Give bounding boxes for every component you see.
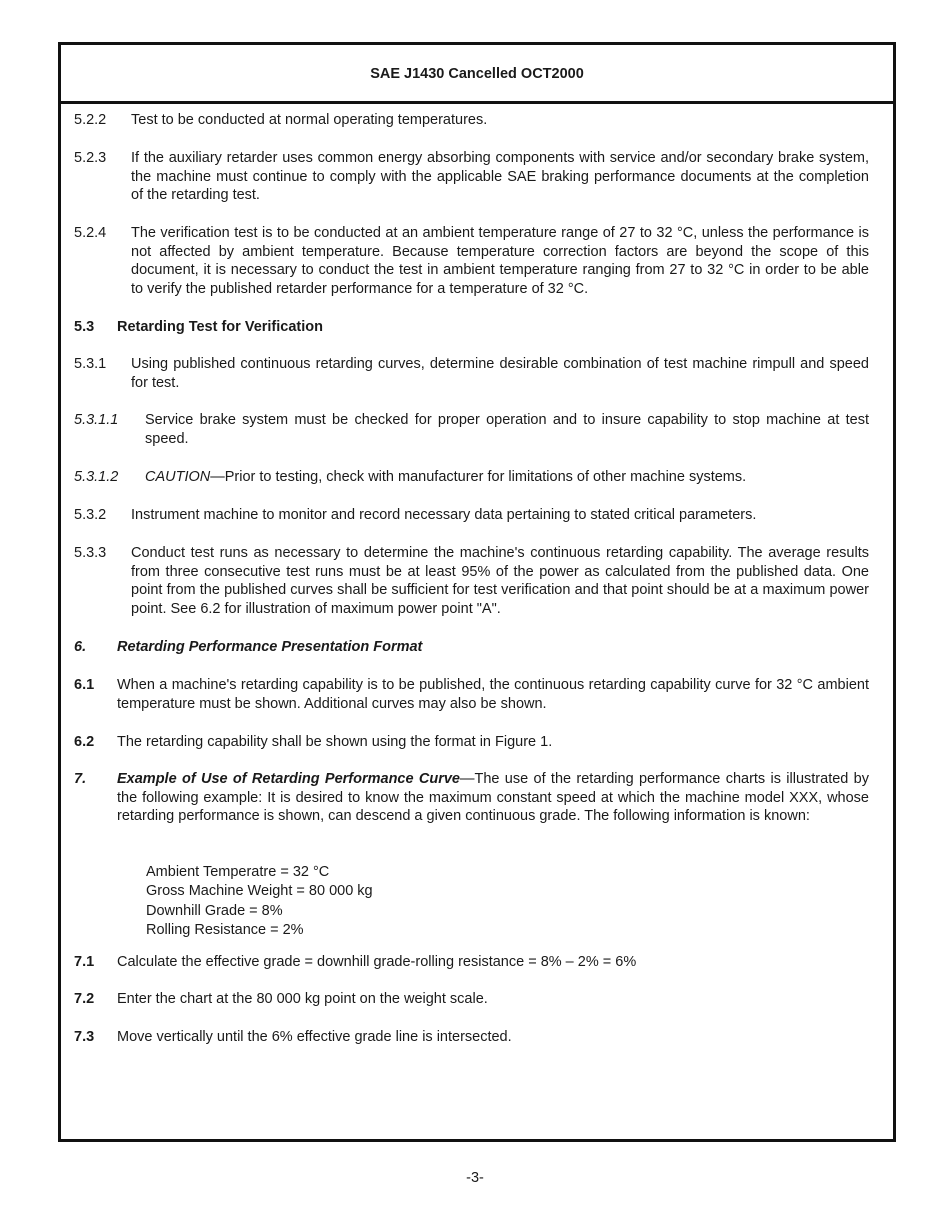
section-number: 5.3 — [74, 319, 95, 335]
section-number: 5.2.2 — [74, 112, 107, 128]
section-number: 6.2 — [74, 734, 95, 750]
section-text: The verification test is to be conducted at an ambient temperature range of 27 to 32 °C, unless the performance is not affected by ambient temperature. Because temperature correction factors are beyond the scope of this document, it is necessary to conduct the test in ambient temperature ranging from 27 to 32 °C in order to be able to verify the published retarder performance for a temperature of 32 °C. — [131, 225, 869, 297]
section-5-3-1-2 — [74, 468, 869, 487]
page-header — [61, 45, 893, 104]
section-number: 7.3 — [74, 1029, 95, 1045]
section-text: Using published continuous retarding curves, determine desirable combination of test machine rimpull and speed for test. — [131, 356, 869, 391]
section-text: Instrument machine to monitor and record necessary data pertaining to stated critical parameters. — [131, 507, 757, 523]
section-5-3-1 — [74, 355, 869, 392]
section-text: Conduct test runs as necessary to determine the machine's continuous retarding capability. The average results from three consecutive test runs must be at least 95% of the power as calculated from the published data. One point from the published curves shall be sufficient for test verification and that point should be at a maximum power point. See 6.2 for illustration of maximum power point "A". — [131, 545, 869, 617]
section-number: 6.1 — [74, 677, 95, 693]
section-number: 5.3.1 — [74, 356, 107, 372]
section-7-2 — [74, 990, 869, 1009]
section-heading: Example of Use of Retarding Performance Curve — [117, 771, 460, 787]
section-heading: Retarding Performance Presentation Format — [117, 639, 423, 655]
section-text: Test to be conducted at normal operating temperatures. — [131, 112, 488, 128]
section-text — [145, 468, 869, 487]
section-text: When a machine's retarding capability is to be published, the continuous retarding capability curve for 32 °C ambient temperature must be shown. Additional curves may also be shown. — [117, 677, 869, 712]
section-6-1 — [74, 676, 869, 713]
caution-text: —Prior to testing, check with manufacturer for limitations of other machine systems. — [210, 469, 747, 485]
section-7-3 — [74, 1028, 869, 1047]
caution-label: CAUTION — [145, 469, 211, 485]
section-number: 5.2.4 — [74, 225, 107, 241]
section-5-3-2 — [74, 506, 869, 525]
list-item: Ambient Temperatre = 32 °C — [146, 864, 330, 880]
section-5-2-2 — [74, 111, 869, 130]
page-frame — [58, 42, 896, 1142]
section-7-1 — [74, 953, 869, 972]
section-number: 5.3.2 — [74, 507, 107, 523]
section-6-heading — [74, 638, 869, 657]
section-heading: Retarding Test for Verification — [117, 319, 323, 335]
section-5-3-heading — [74, 318, 869, 337]
example-values-list — [146, 863, 373, 940]
section-5-2-4 — [74, 224, 869, 298]
list-item: Gross Machine Weight = 80 000 kg — [146, 883, 373, 900]
section-5-2-3 — [74, 149, 869, 205]
section-text: Move vertically until the 6% effective grade line is intersected. — [117, 1029, 512, 1045]
section-text: Calculate the effective grade = downhill grade-rolling resistance = 8% – 2% = 6% — [117, 954, 637, 970]
page-number: -3- — [466, 1170, 484, 1186]
section-text — [117, 770, 869, 826]
section-number: 7.1 — [74, 954, 95, 970]
list-item: Rolling Resistance = 2% — [146, 921, 304, 938]
section-5-3-1-1 — [74, 411, 869, 448]
section-text: If the auxiliary retarder uses common energy absorbing components with service and/or secondary brake system, the machine must continue to comply with the applicable SAE braking performance documents at the completion of the retarding test. — [131, 150, 869, 204]
section-number: 7.2 — [74, 991, 95, 1007]
section-number: 7. — [74, 771, 87, 787]
section-number: 5.2.3 — [74, 150, 107, 166]
section-6-2 — [74, 733, 869, 752]
section-text: Enter the chart at the 80 000 kg point on the weight scale. — [117, 991, 488, 1007]
list-item: Downhill Grade = 8% — [146, 902, 283, 919]
section-text: Service brake system must be checked for proper operation and to insure capability to stop machine at test speed. — [145, 412, 869, 447]
document-title: SAE J1430 Cancelled OCT2000 — [370, 66, 584, 82]
section-7 — [74, 770, 869, 826]
section-5-3-3 — [74, 544, 869, 618]
section-number: 6. — [74, 639, 87, 655]
section-body: —The use of the retarding performance charts is illustrated by the following example: It is desired to know the maximum constant speed at which the machine model XXX, whose retarding performance is shown, can descend a given continuous grade. The following information is known: — [117, 771, 869, 825]
section-number: 5.3.1.2 — [74, 469, 119, 485]
section-number: 5.3.3 — [74, 545, 107, 561]
section-text: The retarding capability shall be shown using the format in Figure 1. — [117, 734, 553, 750]
section-number: 5.3.1.1 — [74, 412, 119, 428]
